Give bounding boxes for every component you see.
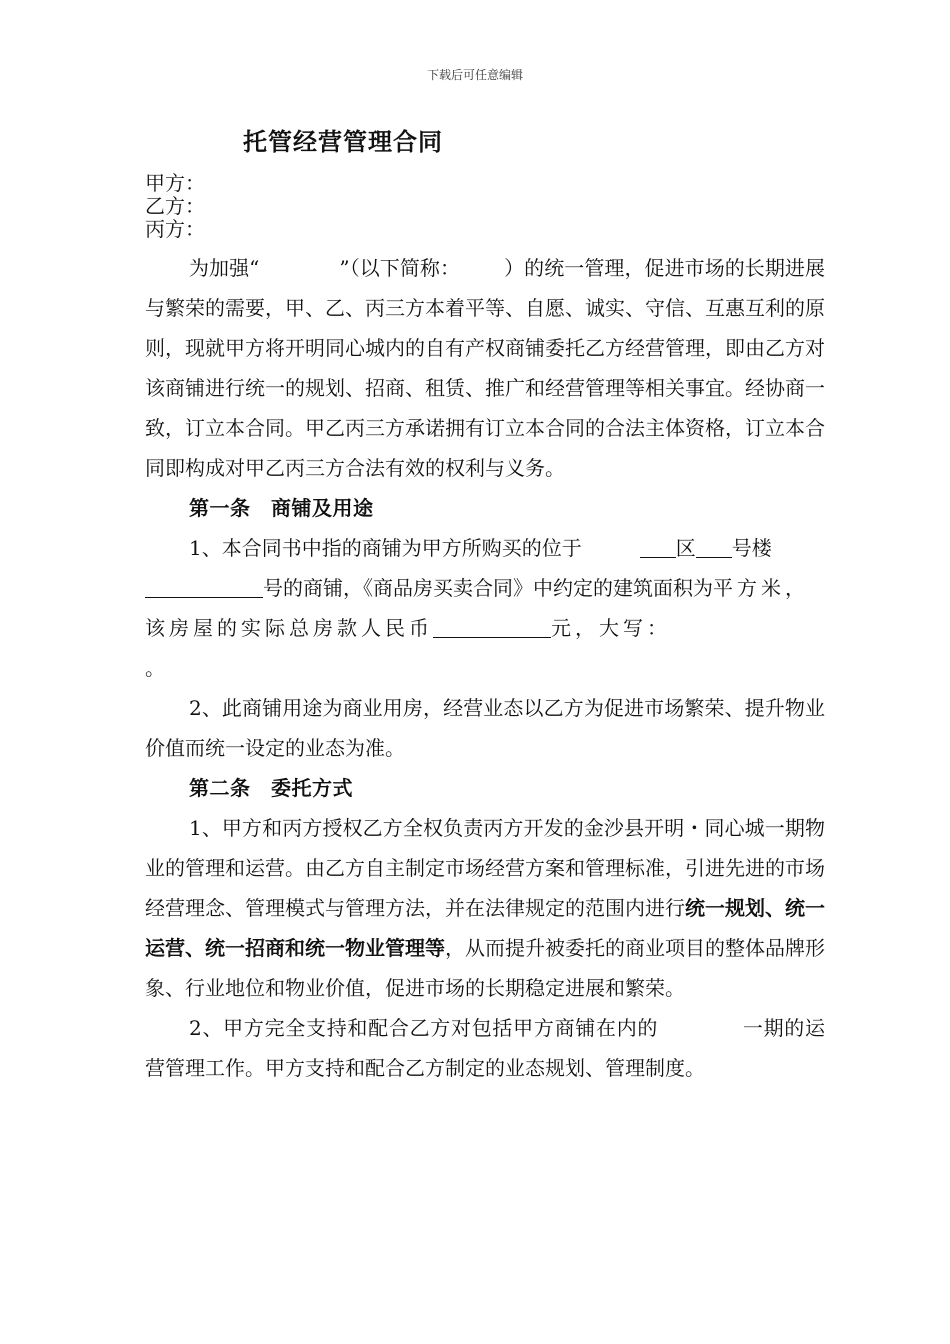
a2-c1-bold-text: 统一规划、统一运营、统一招商和统一物业管理等 xyxy=(145,896,825,960)
a1-c1-text-c: 号楼 xyxy=(731,536,772,560)
header-note: 下载后可任意编辑 xyxy=(426,68,523,82)
blank-total-price xyxy=(433,615,551,638)
party-a-label: 甲方： xyxy=(145,171,205,195)
contract-body xyxy=(145,248,825,1088)
article-2-clause-1 xyxy=(145,808,825,1008)
article-1-heading: 第一条 商铺及用途 xyxy=(189,496,374,520)
intro-text-c: ）的统一管理，促进市场的长期进展与繁荣的需要，甲、乙、丙三方本着平等、自愿、诚实、守信、互惠互利的原则，现就甲方将开明同心城内的自有产权商铺委托乙方经营管理，即由乙方对该商铺进行统一的规划、招商、租赁、推广和经营管理等相关事宜。经协商一致，订立本合同。甲乙丙三方承诺拥有订立本合同的合法主体资格，订立本合同即构成对甲乙丙三方合法有效的权利与义务。 xyxy=(145,256,825,480)
article-2-clause-2 xyxy=(145,1008,825,1088)
a1-c1-text-g: 。 xyxy=(145,656,165,680)
blank-building-no xyxy=(696,535,732,558)
intro-text-a: 为加强“ xyxy=(189,256,260,280)
intro-text-b: ”（以下简称： xyxy=(339,256,461,280)
a1-c1-text-d: 号的商铺，《商品房买卖合同》中约定的建筑面积为 xyxy=(263,576,713,600)
a2-c1-text-c: ，从而提升被委托的商业项目的整体品牌形象、行业地位和物业价值，促进市场的长期稳定进展和繁荣。 xyxy=(145,936,825,1000)
article-2-heading: 第二条 委托方式 xyxy=(189,776,353,800)
a1-c1-text-f: 元，大写： xyxy=(551,616,671,640)
a1-c1-text-a: 1、本合同书中指的商铺为甲方所购买的位于 xyxy=(189,536,582,560)
a2-c2-text-a: 2、甲方完全支持和配合乙方对包括甲方商铺在内的 xyxy=(189,1016,659,1040)
a1-c1-text-b: 区 xyxy=(675,536,696,560)
blank-district xyxy=(640,535,676,558)
intro-paragraph xyxy=(145,248,825,488)
a2-c1-text-a: 1、甲方和丙方授权乙方全权负责丙方开发的金沙县开明・同心城一期物业的管理和运营。由乙方自主制定市场经营方案和管理标准，引进先进的市场经营理念、管理模式与管理方法，并在法律规定的范围内进行 xyxy=(145,816,825,920)
article-1-clause-1 xyxy=(145,528,825,688)
a1-c1-text-e: 平方米，该房屋的实际总房款人民币 xyxy=(145,576,809,640)
blank-unit-no xyxy=(145,575,263,598)
a2-c2-text-b: 一期的运营管理工作。甲方支持和配合乙方制定的业态规划、管理制度。 xyxy=(145,1016,825,1080)
party-c-label: 丙方： xyxy=(145,217,205,241)
contract-title: 托管经营管理合同 xyxy=(243,127,443,156)
party-b-label: 乙方： xyxy=(145,194,205,218)
parties-block xyxy=(145,172,205,241)
article-1-clause-2: 2、此商铺用途为商业用房，经营业态以乙方为促进市场繁荣、提升物业价值而统一设定的业态为准。 xyxy=(145,696,825,760)
